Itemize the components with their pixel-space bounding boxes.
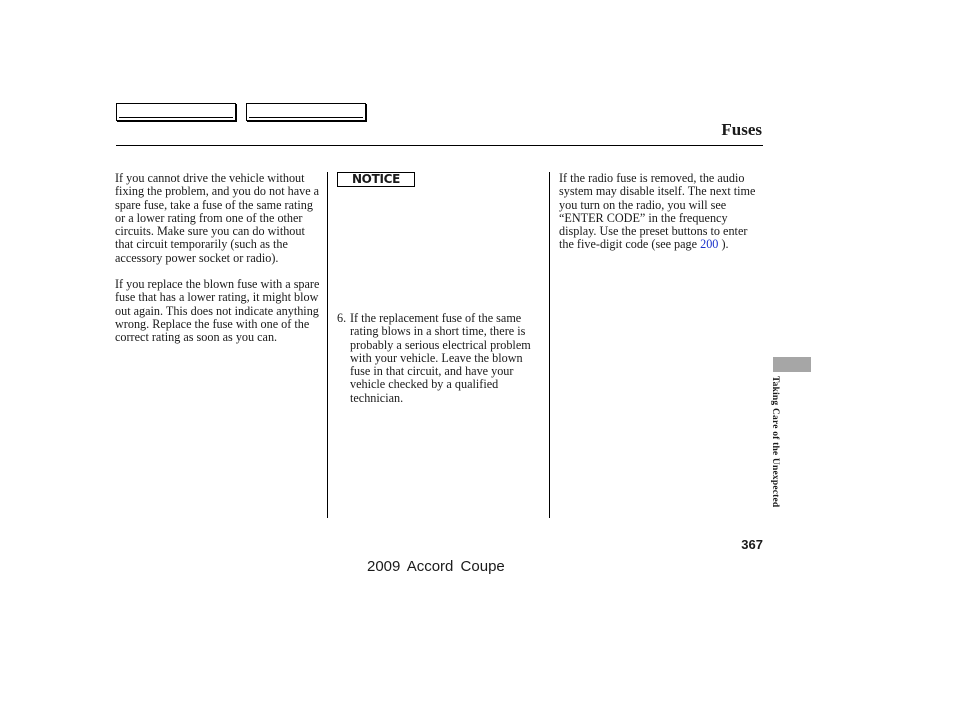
footer-model: 2009 Accord Coupe: [367, 558, 505, 575]
left-column: [115, 172, 320, 345]
nav-previous-button[interactable]: [116, 103, 236, 121]
step-text: If the replacement fuse of the same rating blows in a short time, there is probably a serious electrical problem with your vehicle. Leave the blown fuse in that circuit, and have your vehicle checked by a qualified technician.: [350, 311, 531, 405]
section-tab[interactable]: [773, 357, 811, 372]
step-number: 6.: [337, 311, 347, 325]
paragraph: If you replace the blown fuse with a spare fuse that has a lower rating, it might blow out again. This does not indicate anything wrong. Replace the fuse with one of the correct rating as soon as you can.: [115, 277, 320, 345]
column-divider: [327, 172, 328, 518]
column-divider: [549, 172, 550, 518]
middle-column: [337, 172, 542, 405]
page-title: Fuses: [721, 120, 762, 139]
paragraph: [559, 172, 764, 252]
paragraph: If you cannot drive the vehicle without fixing the problem, and you do not have a spare fuse, take a fuse of the same rating or a lower rating from one of the other circuits. Make sure you can do without that circuit temporarily (such as the accessory power socket or radio).: [115, 171, 320, 265]
notice-badge: NOTICE: [337, 172, 415, 187]
right-column: [559, 172, 764, 252]
page-number: 367: [741, 537, 763, 552]
section-label: Taking Care of the Unexpected: [770, 376, 780, 508]
paragraph-text-end: ).: [718, 237, 729, 252]
numbered-step: [337, 312, 542, 405]
nav-next-button[interactable]: [246, 103, 366, 121]
paragraph-text: If the radio fuse is removed, the audio system may disable itself. The next time you turn on the radio, you will see “ENTER CODE” in the frequency display. Use the preset buttons to enter the five-digit code (see page: [559, 171, 756, 252]
page-link[interactable]: 200: [700, 237, 719, 252]
title-divider: [116, 145, 763, 146]
